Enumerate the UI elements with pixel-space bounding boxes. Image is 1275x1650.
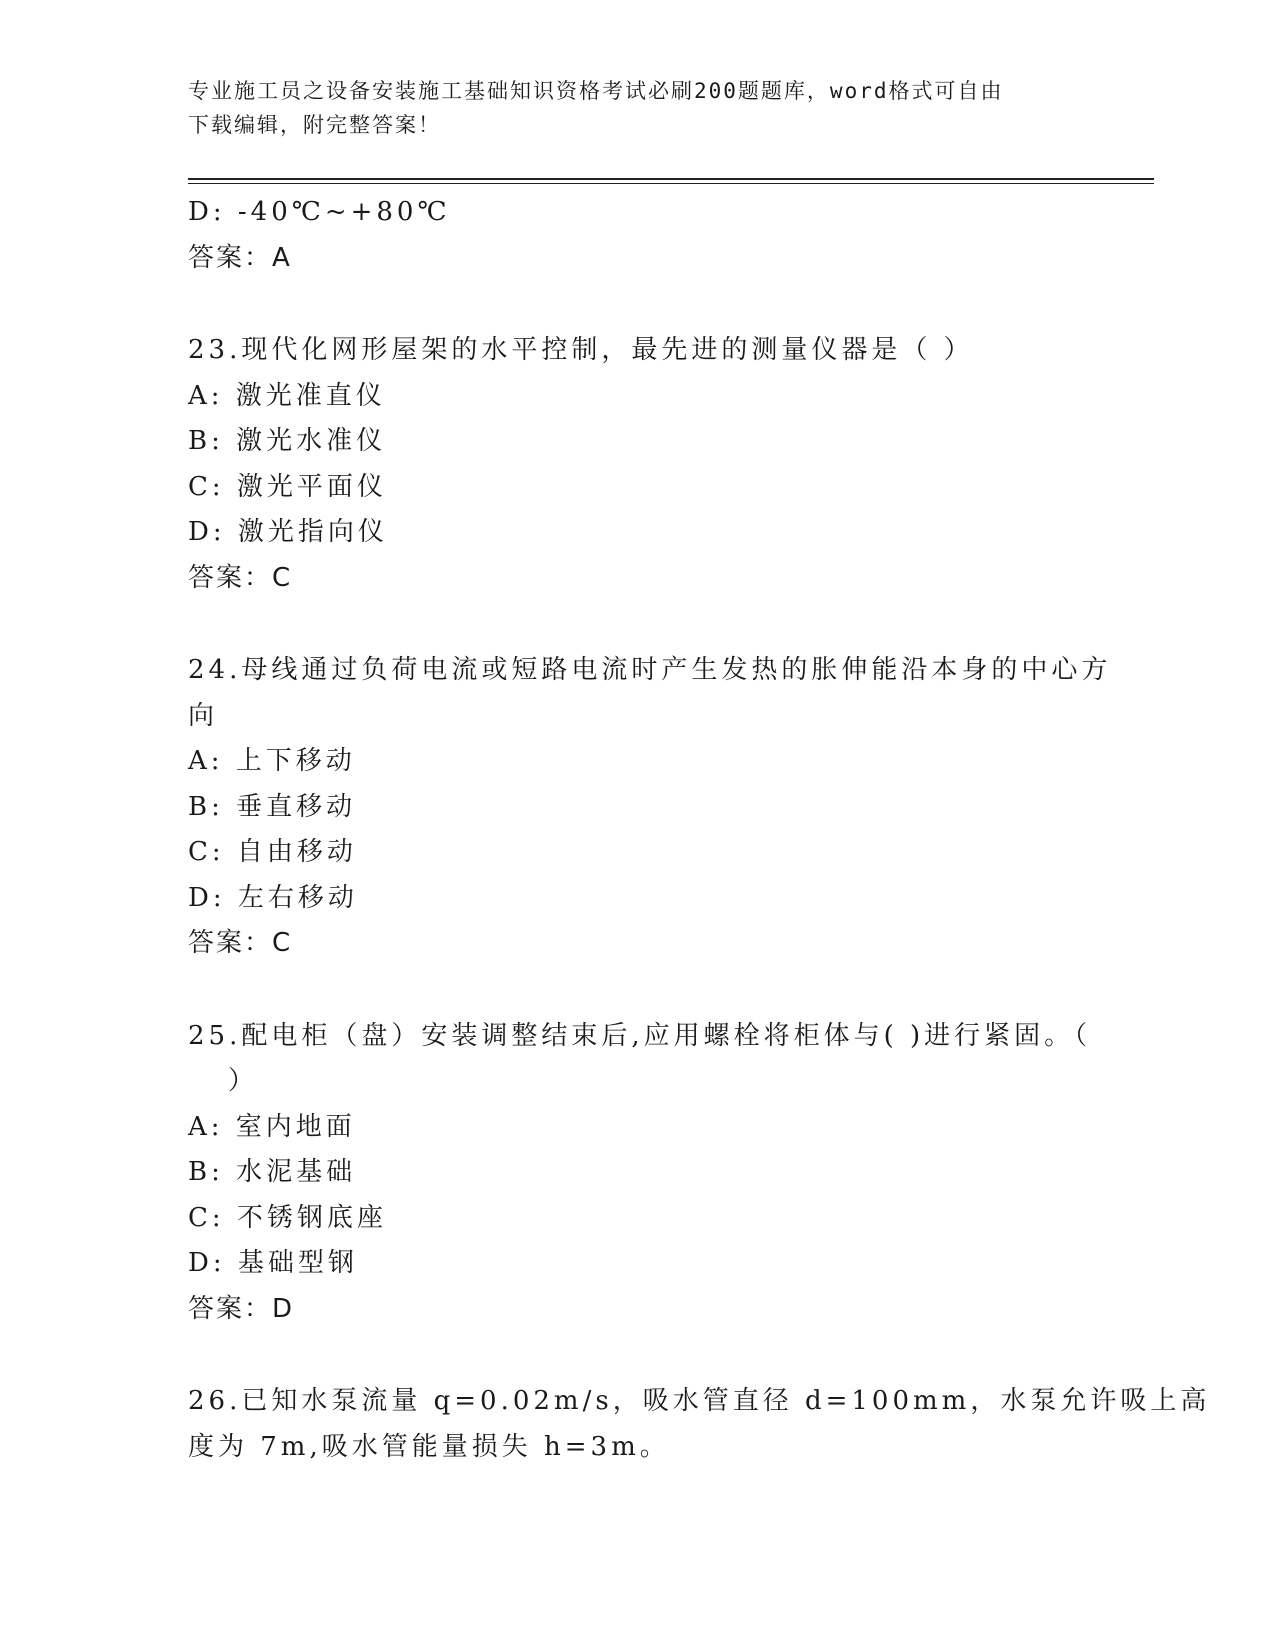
option-c: C: 不锈钢底座 [188, 1202, 387, 1233]
header-line-1: 专业施工员之设备安装施工基础知识资格考试必刷200题题库，word格式可自由 [188, 79, 1004, 103]
question-content [188, 190, 1211, 1470]
option-b: B: 水泥基础 [188, 1157, 357, 1187]
answer-line: 答案：C [188, 562, 293, 593]
option-d: D: 左右移动 [188, 882, 358, 913]
option-b: B: 垂直移动 [188, 791, 357, 822]
answer-line: 答案：A [188, 242, 292, 273]
header-divider-thick [188, 178, 1154, 180]
option-d: D: 基础型钢 [188, 1248, 358, 1278]
option-b: B: 激光水准仪 [188, 426, 387, 456]
option-a: A: 室内地面 [188, 1111, 356, 1142]
document-header [188, 74, 1068, 142]
question-title: 23.现代化网形屋架的水平控制，最先进的测量仪器是（ ） [188, 335, 974, 365]
header-line-2: 下载编辑，附完整答案！ [188, 113, 441, 137]
question-title-continuation: 向 [188, 700, 219, 731]
answer-line: 答案：D [188, 1293, 295, 1324]
question-title: 26.已知水泵流量 q=0.02m/s，吸水管直径 d=100mm，水泵允许吸上高 [188, 1386, 1211, 1416]
option-c: C: 自由移动 [188, 837, 357, 867]
question-title-continuation: 度为 7m,吸水管能量损失 h=3m。 [188, 1431, 670, 1462]
question-title: 24.母线通过负荷电流或短路电流时产生发热的胀伸能沿本身的中心方 [188, 655, 1112, 685]
option-a: A: 上下移动 [188, 746, 356, 776]
option-c: C: 激光平面仪 [188, 471, 387, 502]
answer-line: 答案：C [188, 928, 293, 958]
question-title-continuation: ） [228, 1066, 259, 1096]
header-divider-thin [188, 183, 1154, 184]
option-a: A: 激光准直仪 [188, 380, 386, 411]
option-d: D: -40℃~+80℃ [188, 197, 451, 227]
question-title: 25.配电柜（盘）安装调整结束后,应用螺栓将柜体与( )进行紧固。（ [188, 1020, 1092, 1051]
option-d: D: 激光指向仪 [188, 517, 388, 547]
